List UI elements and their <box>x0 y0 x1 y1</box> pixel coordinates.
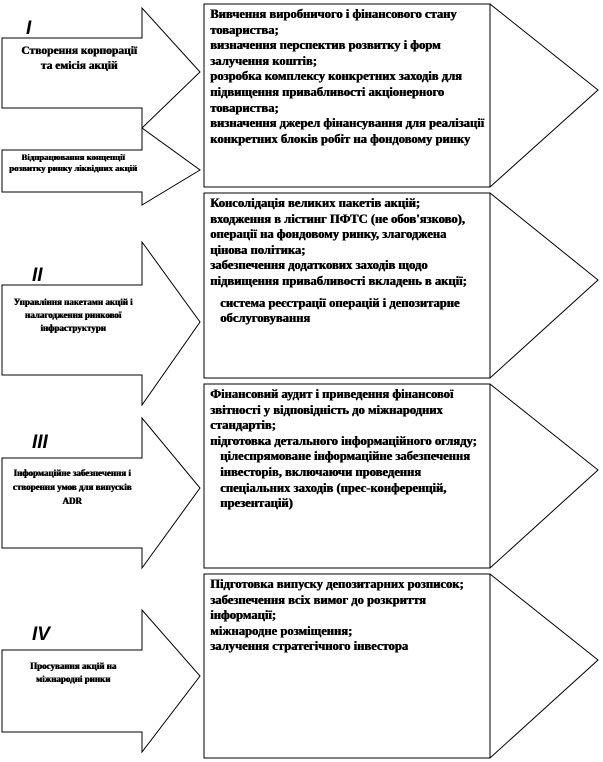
stage-3-numeral: III <box>32 432 48 453</box>
stage-2-item: система реєстрації операцій і депозитарне обслуговування <box>220 295 460 326</box>
stage-2-label: Управління пакетами акцій і налагодження ринкової інфраструктури <box>13 297 133 333</box>
stage-3-item: цілеспрямоване інформаційне забезпечення інвесторів, включаючи проведення спеціальних заходів (прес-конференцій, презентацій) <box>220 449 470 511</box>
stage-1-numeral: I <box>26 18 32 39</box>
stage-3-item: підготовка детального інформаційного огляду; <box>210 433 477 448</box>
stage-1-item: визначення перспектив розвитку і форм залучення коштів; <box>210 38 441 68</box>
stage-4-item: залучення стратегічного інвестора <box>210 639 408 654</box>
stage-1-content <box>210 7 486 147</box>
stage-2-item: забезпечення додаткових заходів щодо підвищення привабливості вкладень в акції; <box>210 258 467 288</box>
stage-3-item: Фінансовий аудит і приведення фінансової звітності у відповідність до міжнародних стандартів; <box>210 387 454 433</box>
stage-1-item: розробка комплексу конкретних заходів для підвищення привабливості акціонерного товариства; <box>210 69 462 115</box>
stage-4-item: забезпечення всіх вимог до розкриття інформації; <box>210 592 426 623</box>
stage-1-label: Створення корпорації та емісія акцій <box>21 45 137 72</box>
stage-4-label: Просування акцій на міжнародні ринки <box>29 661 117 684</box>
stage-3-label: Інформаційне забезпечення і створення умов для випусків ADR <box>12 468 132 506</box>
stage-1-sublabel: Відпрацювання концепції розвитку ринку ліквідних акцій <box>9 152 137 173</box>
stage-4-content <box>210 577 486 655</box>
stage-2-content <box>210 196 486 327</box>
stage-3-content <box>210 387 486 512</box>
stage-2-item: Консолідація великих пакетів акцій; <box>210 196 420 210</box>
stage-1-item: визначення джерел фінансування для реалізації конкретних блоків робіт на фондовому ринку <box>210 116 484 146</box>
stage-2-item: входження в лістинг ПФТС (не обов'язково), операції на фондовому ринку, злагоджена цінова політика; <box>210 211 465 257</box>
stage-4-numeral: IV <box>32 624 50 645</box>
stage-4-item: Підготовка випуску депозитарних розписок; <box>210 577 464 591</box>
stage-4-item: міжнародне розміщення; <box>210 623 353 638</box>
stage-1-item: Вивчення виробничого і фінансового стану товариства; <box>210 7 457 37</box>
stage-2-numeral: II <box>32 265 43 286</box>
